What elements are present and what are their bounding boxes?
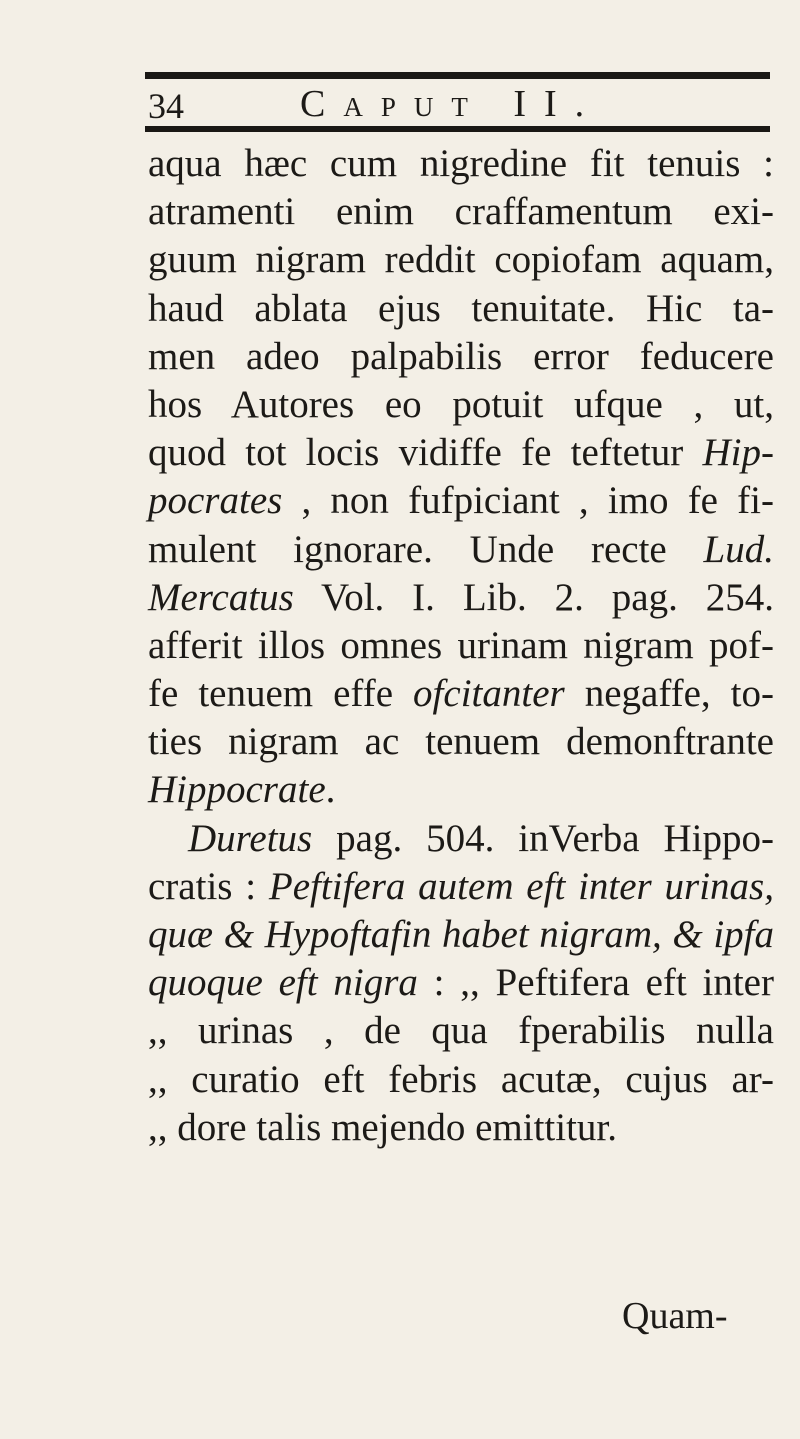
text-line: Hippocrate.	[148, 768, 336, 812]
running-head: Caput II.	[300, 83, 603, 125]
page-header	[148, 84, 748, 124]
text-line: afferit illos omnes urinam nigram pof-	[148, 623, 774, 667]
text-line: haud ablata ejus tenuitate. Hic ta-	[148, 286, 774, 330]
text-line: ,, curatio eft febris acutæ, cujus ar-	[148, 1057, 774, 1101]
text-line: Duretus pag. 504. inVerba Hippo-	[188, 816, 774, 860]
text-line: aqua hæc cum nigredine fit tenuis :	[148, 142, 774, 185]
body-text	[148, 140, 774, 1152]
text-line: atramenti enim craffamentum exi-	[148, 190, 774, 234]
text-line: quod tot locis vidiffe fe teftetur Hip-	[148, 431, 774, 475]
header-rule-bottom	[145, 126, 770, 132]
text-line: men adeo palpabilis error feducere	[148, 334, 774, 378]
text-line: quoque eft nigra : ,, Peftifera eft inter	[148, 961, 774, 1005]
text-line: ties nigram ac tenuem demonftrante	[148, 720, 774, 764]
text-line: fe tenuem effe ofcitanter negaffe, to-	[148, 672, 774, 716]
text-line: hos Autores eo potuit ufque , ut,	[148, 382, 774, 426]
text-line: Mercatus Vol. I. Lib. 2. pag. 254.	[148, 575, 774, 619]
text-line: ,, dore talis mejendo emittitur.	[148, 1105, 617, 1149]
text-line: cratis : Peftifera autem eft inter urinas,	[148, 864, 774, 908]
catchword: Quam-	[622, 1295, 728, 1337]
text-line: mulent ignorare. Unde recte Lud.	[148, 527, 774, 571]
text-line: guum nigram reddit copiofam aquam,	[148, 238, 774, 282]
text-line: pocrates , non fufpiciant , imo fe fi-	[148, 479, 774, 523]
text-line: ,, urinas , de qua fperabilis nulla	[148, 1009, 774, 1053]
text-line: quæ & Hypoftafin habet nigram, & ipfa	[148, 913, 774, 956]
header-rule-top	[145, 72, 770, 79]
page-number: 34	[148, 86, 184, 126]
